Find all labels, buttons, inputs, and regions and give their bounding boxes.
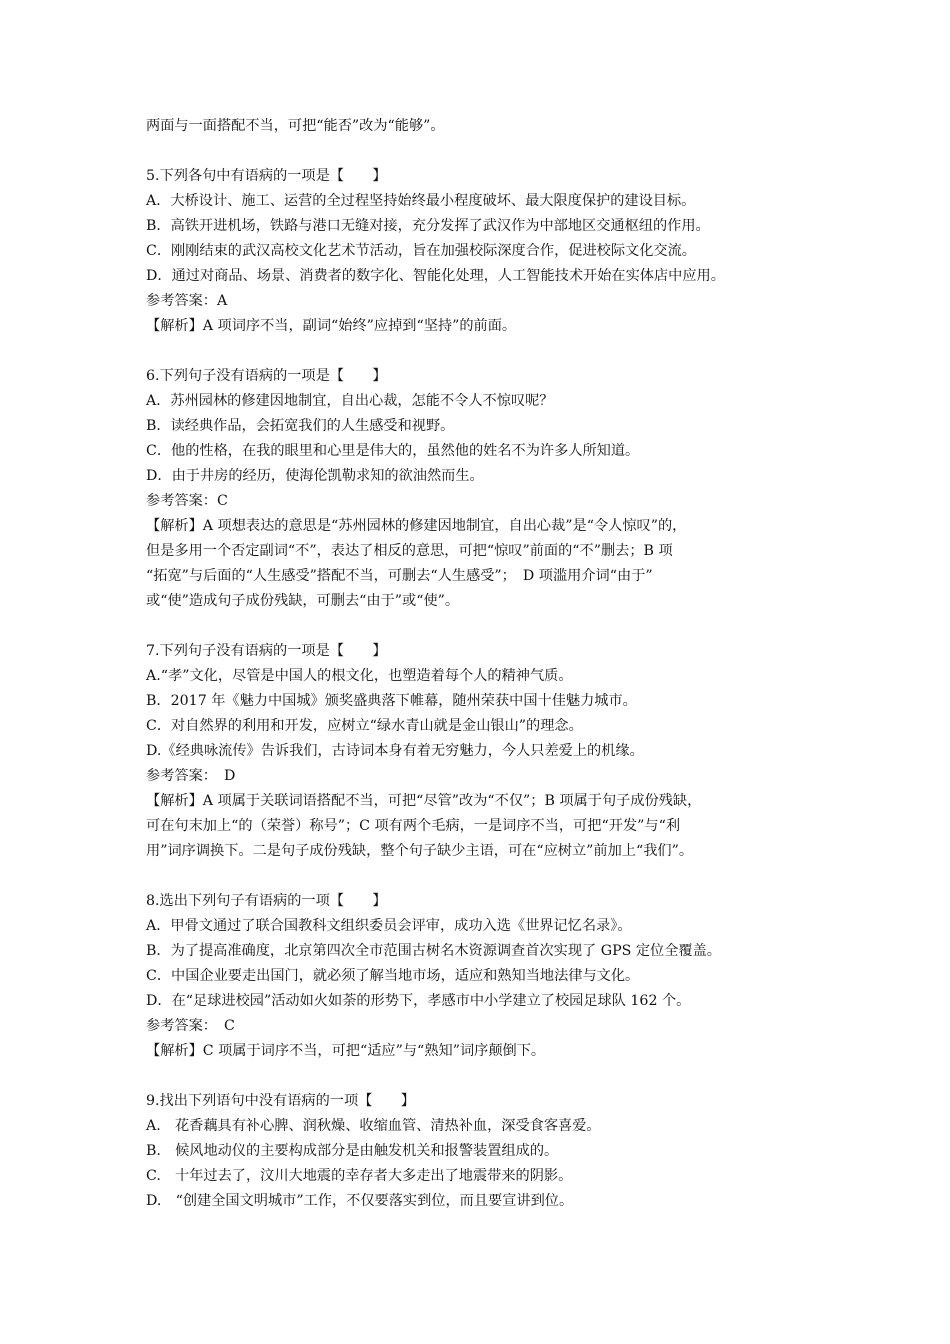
question-7 bbox=[146, 639, 826, 864]
reference-answer: 参考答案：A bbox=[146, 293, 228, 309]
question-9 bbox=[146, 1089, 826, 1214]
analysis-line: 或“使”造成句子成份残缺，可删去“由于”或“使”。 bbox=[146, 593, 460, 609]
option-c: C．中国企业要走出国门，就必须了解当地市场，适应和熟知当地法律与文化。 bbox=[146, 968, 640, 984]
analysis-line: 【解析】C 项属于词序不当，可把“适应”与“熟知”词序颠倒下。 bbox=[146, 1043, 546, 1059]
option-a: A．甲骨文通过了联合国教科文组织委员会评审，成功入选《世界记忆名录》。 bbox=[146, 918, 632, 934]
option-b: B. 候风地动仪的主要构成部分是由触发机关和报警装置组成的。 bbox=[146, 1143, 559, 1159]
option-c: C．对自然界的利用和开发，应树立“绿水青山就是金山银山”的理念。 bbox=[146, 718, 583, 734]
option-b: B．为了提高准确度，北京第四次全市范围古树名木资源调查首次实现了 GPS 定位全覆盖。 bbox=[146, 943, 721, 959]
option-c: C．他的性格，在我的眼里和心里是伟大的，虽然他的姓名不为许多人所知道。 bbox=[146, 443, 640, 459]
reference-answer: 参考答案： C bbox=[146, 1018, 235, 1034]
option-a: A.“孝”文化，尽管是中国人的根文化，也塑造着每个人的精神气质。 bbox=[146, 668, 573, 684]
question-stem: 6.下列句子没有语病的一项是【 】 bbox=[146, 368, 387, 384]
question-stem: 5.下列各句中有语病的一项是【 】 bbox=[146, 168, 387, 184]
option-d: D．通过对商品、场景、消费者的数字化、智能化处理，人工智能技术开始在实体店中应用。 bbox=[146, 268, 725, 284]
option-d: D．由于井房的经历，使海伦凯勒求知的欲油然而生。 bbox=[146, 468, 484, 484]
question-8 bbox=[146, 889, 826, 1064]
option-b: B．读经典作品，会拓宽我们的人生感受和视野。 bbox=[146, 418, 455, 434]
option-b: B．2017 年《魅力中国城》颁奖盛典落下帷幕，随州荣获中国十佳魅力城市。 bbox=[146, 693, 637, 709]
option-a: A．大桥设计、施工、运营的全过程坚持始终最小程度破坏、最大限度保护的建设目标。 bbox=[146, 193, 696, 209]
reference-answer: 参考答案：C bbox=[146, 493, 228, 509]
document-page bbox=[146, 114, 826, 1239]
option-d: D. “创建全国文明城市”工作，不仅要落实到位，而且要宣讲到位。 bbox=[146, 1193, 574, 1209]
option-a: A. 花香藕具有补心脾、润秋燥、收缩血管、清热补血，深受食客喜爱。 bbox=[146, 1118, 601, 1134]
question-stem: 9.找出下列语句中没有语病的一项【 】 bbox=[146, 1093, 415, 1109]
question-5 bbox=[146, 164, 826, 339]
intro-block bbox=[146, 114, 826, 139]
option-c: C. 十年过去了，汶川大地震的幸存者大多走出了地震带来的阴影。 bbox=[146, 1168, 573, 1184]
analysis-line: 可在句末加上“的（荣誉）称号”；C 项有两个毛病，一是词序不当，可把“开发”与“利 bbox=[146, 818, 681, 834]
option-d: D．在“足球进校园”活动如火如荼的形势下，孝感市中小学建立了校园足球队 162 个。 bbox=[146, 993, 691, 1009]
intro-line: 两面与一面搭配不当，可把“能否”改为“能够”。 bbox=[146, 118, 445, 134]
analysis-line: 用”词序调换下。二是句子成份残缺，整个句子缺少主语，可在“应树立”前加上“我们”。 bbox=[146, 843, 694, 859]
question-6 bbox=[146, 364, 826, 614]
option-b: B．高铁开进机场，铁路与港口无缝对接，充分发挥了武汉作为中部地区交通枢纽的作用。 bbox=[146, 218, 710, 234]
analysis-line: “拓宽”与后面的“人生感受”搭配不当，可删去“人生感受”； D 项滥用介词“由于” bbox=[146, 568, 653, 584]
analysis-line: 【解析】A 项属于关联词语搭配不当，可把“尽管”改为“不仅”；B 项属于句子成份残缺， bbox=[146, 793, 702, 809]
question-stem: 7.下列句子没有语病的一项是【 】 bbox=[146, 643, 387, 659]
analysis-line: 【解析】A 项词序不当，副词“始终”应掉到“坚持”的前面。 bbox=[146, 318, 517, 334]
option-c: C．刚刚结束的武汉高校文化艺术节活动，旨在加强校际深度合作，促进校际文化交流。 bbox=[146, 243, 696, 259]
analysis-line: 【解析】A 项想表达的意思是“苏州园林的修建因地制宜，自出心裁”是“令人惊叹”的， bbox=[146, 518, 687, 534]
reference-answer: 参考答案： D bbox=[146, 768, 236, 784]
analysis-line: 但是多用一个否定副词“不”，表达了相反的意思，可把“惊叹”前面的“不”删去；B 项 bbox=[146, 543, 673, 559]
option-a: A．苏州园林的修建因地制宜，自出心裁，怎能不令人不惊叹呢？ bbox=[146, 393, 554, 409]
question-stem: 8.选出下列句子有语病的一项【 】 bbox=[146, 893, 387, 909]
option-d: D.《经典咏流传》告诉我们，古诗词本身有着无穷魅力，今人只差爱上的机缘。 bbox=[146, 743, 644, 759]
